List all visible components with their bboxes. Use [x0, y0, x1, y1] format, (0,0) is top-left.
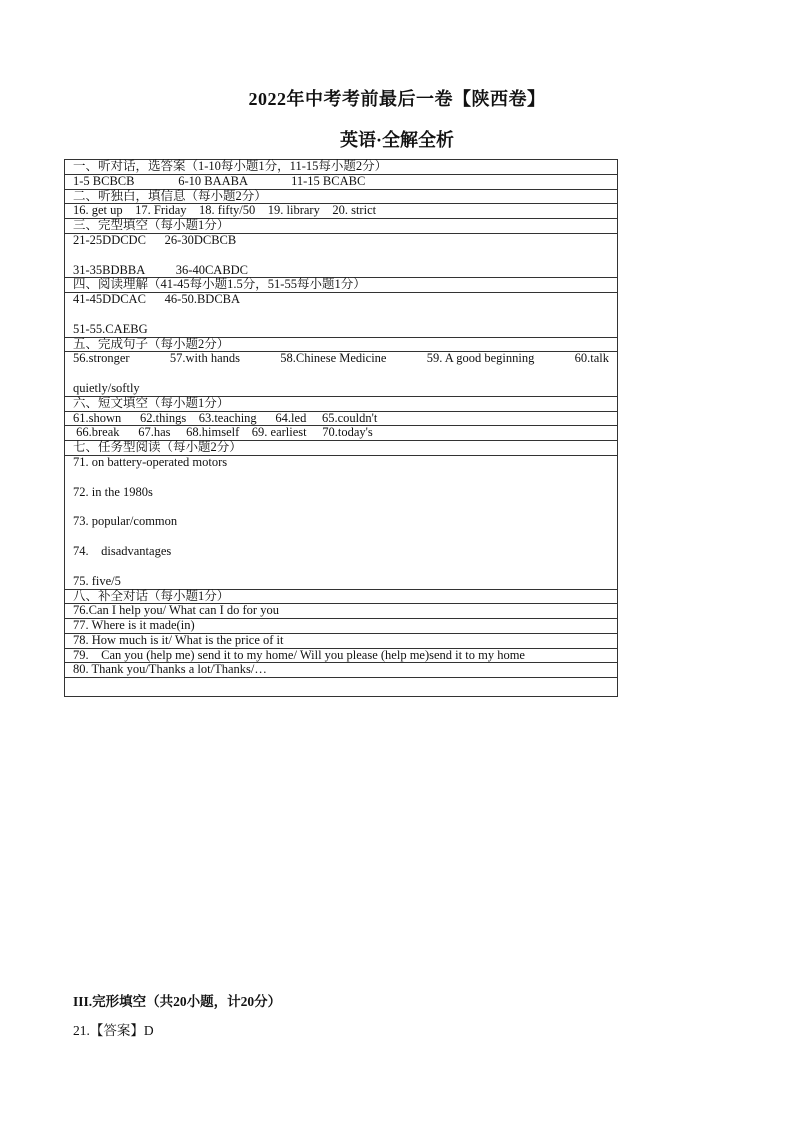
answer-item: 59. A good beginning [426, 351, 535, 366]
section-heading: 二、听独白，填信息（每小题2分） [65, 189, 618, 204]
answer-row [65, 204, 618, 219]
section-title: III.完形填空（共20小题，计20分） [73, 994, 282, 1009]
section-heading: 五、完成句子（每小题2分） [65, 337, 618, 352]
answer-line: 78. How much is it/ What is the price of it [73, 632, 284, 647]
section-heading: 六、短文填空（每小题1分） [65, 396, 618, 411]
answer-table [64, 159, 618, 697]
answer-item: 58.Chinese Medicine [280, 351, 387, 366]
answer-line: 76.Can I help you/ What can I do for you [73, 603, 279, 618]
answer-item: 56.stronger [73, 351, 130, 366]
answer-item: 60.talk [574, 351, 609, 366]
answer-row [65, 411, 618, 426]
answer-row [65, 426, 618, 441]
answer-line: quietly/softly [73, 381, 140, 395]
section-heading: 八、补全对话（每小题1分） [65, 589, 618, 604]
answer-row [65, 604, 618, 619]
answer-line: 72. in the 1980s [73, 484, 153, 499]
answer-row [65, 352, 618, 397]
answer-line: 61.shown 62.things 63.teaching 64.led 65.couldn't [73, 410, 378, 425]
section-heading: 三、完型填空（每小题1分） [65, 219, 618, 234]
answer-row [65, 619, 618, 634]
answer-row [65, 455, 618, 589]
answer-line: 80. Thank you/Thanks a lot/Thanks/… [73, 662, 267, 677]
page-subtitle: 英语·全解全析 [339, 130, 454, 150]
answer-line: 66.break 67.has 68.himself 69. earliest 70.today's [73, 425, 373, 440]
answer-line: 74. disadvantages [73, 544, 172, 558]
answer-line: 16. get up 17. Friday 18. fifty/50 19. library 20. strict [73, 203, 377, 218]
answer-row [65, 293, 618, 338]
answer-line [73, 352, 609, 366]
answer-line: 51-55.CAEBG [73, 321, 148, 336]
answer-row [65, 648, 618, 663]
answer-line: 73. popular/common [73, 514, 178, 529]
answer-line: 79. Can you (help me) send it to my home/ Will you please (help me)send it to my home [73, 647, 525, 662]
section-heading: 七、任务型阅读（每小题2分） [65, 441, 618, 456]
answer-row [65, 663, 618, 678]
section-heading: 一、听对话，选答案（1-10每小题1分，11-15每小题2分） [65, 160, 618, 175]
answer-line: 21.【答案】D [73, 1023, 154, 1038]
answer-line: 1-5 BCBCB 6-10 BAABA 11-15 BCABC [73, 173, 366, 188]
answer-item: 57.with hands [169, 351, 240, 366]
answer-row [65, 174, 618, 189]
answer-line: 21-25DDCDC 26-30DCBCB [73, 232, 237, 247]
section-heading: 四、阅读理解（41-45每小题1.5分，51-55每小题1分） [65, 278, 618, 293]
empty-row [65, 678, 618, 697]
answer-line: 41-45DDCAC 46-50.BDCBA [73, 292, 241, 306]
answer-row [65, 233, 618, 278]
page-title: 2022年中考考前最后一卷【陕西卷】 [248, 89, 546, 109]
answer-row [65, 633, 618, 648]
answer-line: 77. Where is it made(in) [73, 618, 195, 632]
answer-line: 71. on battery-operated motors [73, 454, 228, 469]
answer-line: 75. five/5 [73, 573, 121, 588]
answer-line: 31-35BDBBA 36-40CABDC [73, 262, 249, 277]
